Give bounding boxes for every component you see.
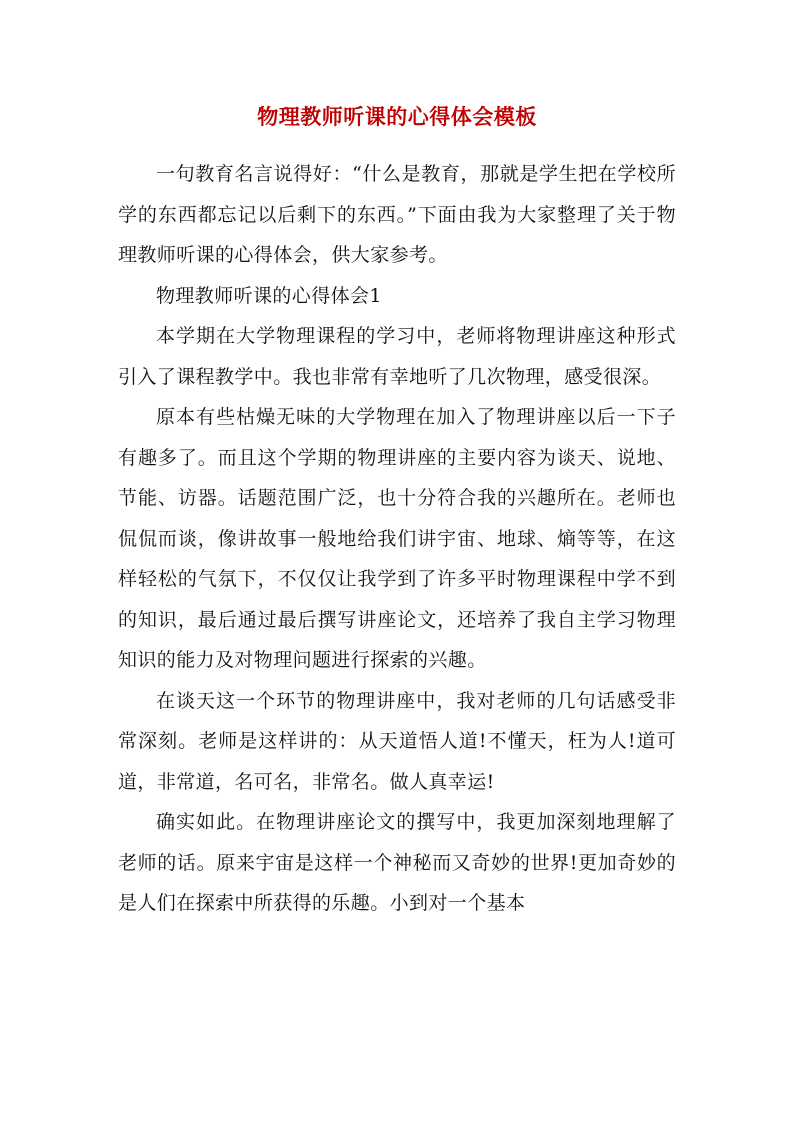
body-paragraph: 本学期在大学物理课程的学习中，老师将物理讲座这种形式引入了课程教学中。我也非常有幸地听了几次物理，感受很深。 <box>118 325 676 388</box>
body-paragraph: 原本有些枯燥无味的大学物理在加入了物理讲座以后一下子有趣多了。而且这个学期的物理讲座的主要内容为谈天、说地、节能、访器。话题范围广泛，也十分符合我的兴趣所在。老师也侃侃而谈，像讲故事一般地给我们讲宇宙、地球、熵等等，在这样轻松的气氛下，不仅仅让我学到了许多平时物理课程中学不到的知识，最后通过最后撰写讲座论文，还培养了我自主学习物理知识的能力及对物理问题进行探索的兴趣。 <box>118 406 676 671</box>
document-title: 物理教师听课的心得体会模板 <box>257 104 537 129</box>
intro-paragraph: 一句教育名言说得好：“什么是教育，那就是学生把在学校所学的东西都忘记以后剩下的东西。”下面由我为大家整理了关于物理教师听课的心得体会，供大家参考。 <box>118 163 676 266</box>
body-paragraph: 确实如此。在物理讲座论文的撰写中，我更加深刻地理解了老师的话。原来宇宙是这样一个神秘而又奇妙的世界!更加奇妙的是人们在探索中所获得的乐趣。小到对一个基本 <box>118 811 676 914</box>
body-paragraph: 在谈天这一个环节的物理讲座中，我对老师的几句话感受非常深刻。老师是这样讲的：从天道悟人道!不懂天，枉为人!道可道，非常道，名可名，非常名。做人真幸运! <box>118 689 676 793</box>
section-heading: 物理教师听课的心得体会1 <box>156 284 382 307</box>
